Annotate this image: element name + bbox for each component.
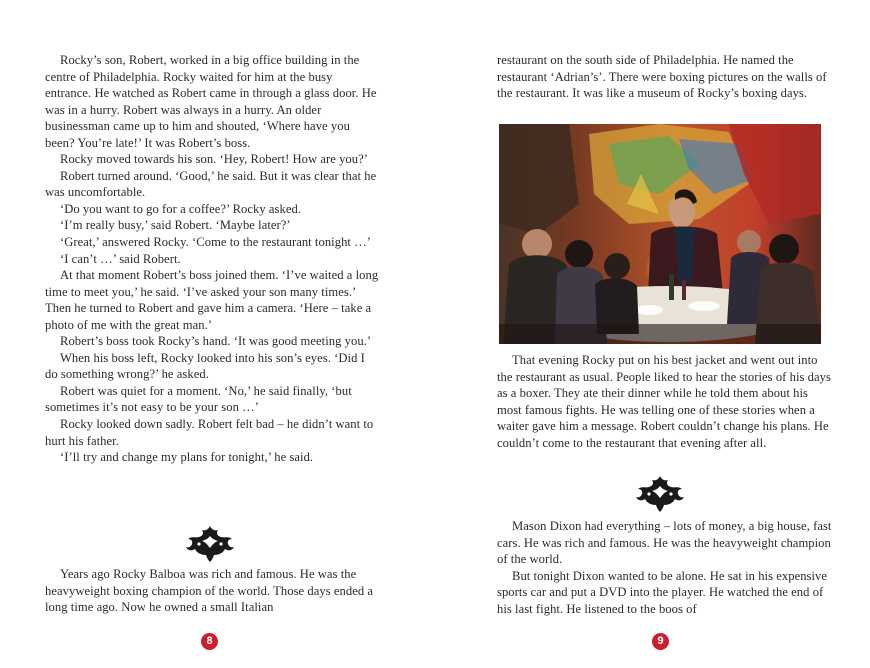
decorative-flourish-icon [185,524,235,564]
page-number: 9 [652,633,669,650]
paragraph: But tonight Dixon wanted to be alone. He sat in his expensive sports car and put a DVD into the player. He watched the end of his last fight. He listened to the boos of [497,568,828,616]
paragraph: Robert turned around. ‘Good,’ he said. But it was clear that he was uncomfortable. [45,168,377,200]
left-page-text-section2 [45,566,380,616]
restaurant-scene-image [499,124,821,344]
paragraph: ‘I’m really busy,’ said Robert. ‘Maybe later?’ [60,218,291,233]
paragraph: Robert was quiet for a moment. ‘No,’ he said finally, ‘but sometimes it’s not easy to be your son …’ [45,383,352,415]
right-page [435,0,870,668]
right-page-text-bottom [497,518,832,617]
decorative-flourish-icon [635,474,685,514]
paragraph: ‘Do you want to go for a coffee?’ Rocky asked. [60,201,302,216]
paragraph: Years ago Rocky Balboa was rich and famous. He was the heavyweight boxing champion of the world. Those days ended a long time ago. Now he owned a small Italian [45,567,374,615]
paragraph: ‘Great,’ answered Rocky. ‘Come to the restaurant tonight …’ [60,235,372,250]
left-page-text [45,52,380,466]
paragraph: ‘I can’t …’ said Robert. [60,251,181,266]
paragraph: Rocky’s son, Robert, worked in a big office building in the centre of Philadelphia. Rocky waited for him at the busy entrance. He watched as Robert came in through a glass door. He was in a hurry. Robert was always in a hurry. An older businessman came up to him and shouted, ‘Where have you been? You’re late!’ It was Robert’s boss. [45,53,377,150]
paragraph: ‘I’ll try and change my plans for tonight,’ he said. [60,450,314,465]
page-number: 8 [201,633,218,650]
paragraph: That evening Rocky put on his best jacket and went out into the restaurant as usual. People liked to hear the stories of his days as a boxer. They ate their dinner while he told them about his most famous fights. He was telling one of these stories when a waiter gave him a message. Robert couldn’t change his plans. He couldn’t come to the restaurant that evening after all. [497,353,831,450]
paragraph: Rocky moved towards his son. ‘Hey, Robert! How are you?’ [60,152,369,167]
paragraph: When his boss left, Rocky looked into his son’s eyes. ‘Did I do something wrong?’ he asked. [45,350,365,382]
paragraph: restaurant on the south side of Philadelphia. He named the restaurant ‘Adrian’s’. There were boxing pictures on the walls of the restaurant. It was like a museum of Rocky’s boxing days. [497,53,827,101]
right-page-text-mid [497,352,832,451]
paragraph: Rocky looked down sadly. Robert felt bad – he didn’t want to hurt his father. [45,417,374,448]
paragraph: Mason Dixon had everything – lots of money, a big house, fast cars. He was rich and famous. He was the heavyweight champion of the world. [497,519,832,567]
paragraph: At that moment Robert’s boss joined them. ‘I’ve waited a long time to meet you,’ he said. ‘I’ve asked your son many times.’ Then he turned to Robert and gave him a camera. ‘Here – take a photo of me with the great man.’ [45,268,379,332]
restaurant-photo [499,124,821,344]
paragraph: Robert’s boss took Rocky’s hand. ‘It was good meeting you.’ [60,334,372,349]
right-page-text-top [497,52,832,102]
